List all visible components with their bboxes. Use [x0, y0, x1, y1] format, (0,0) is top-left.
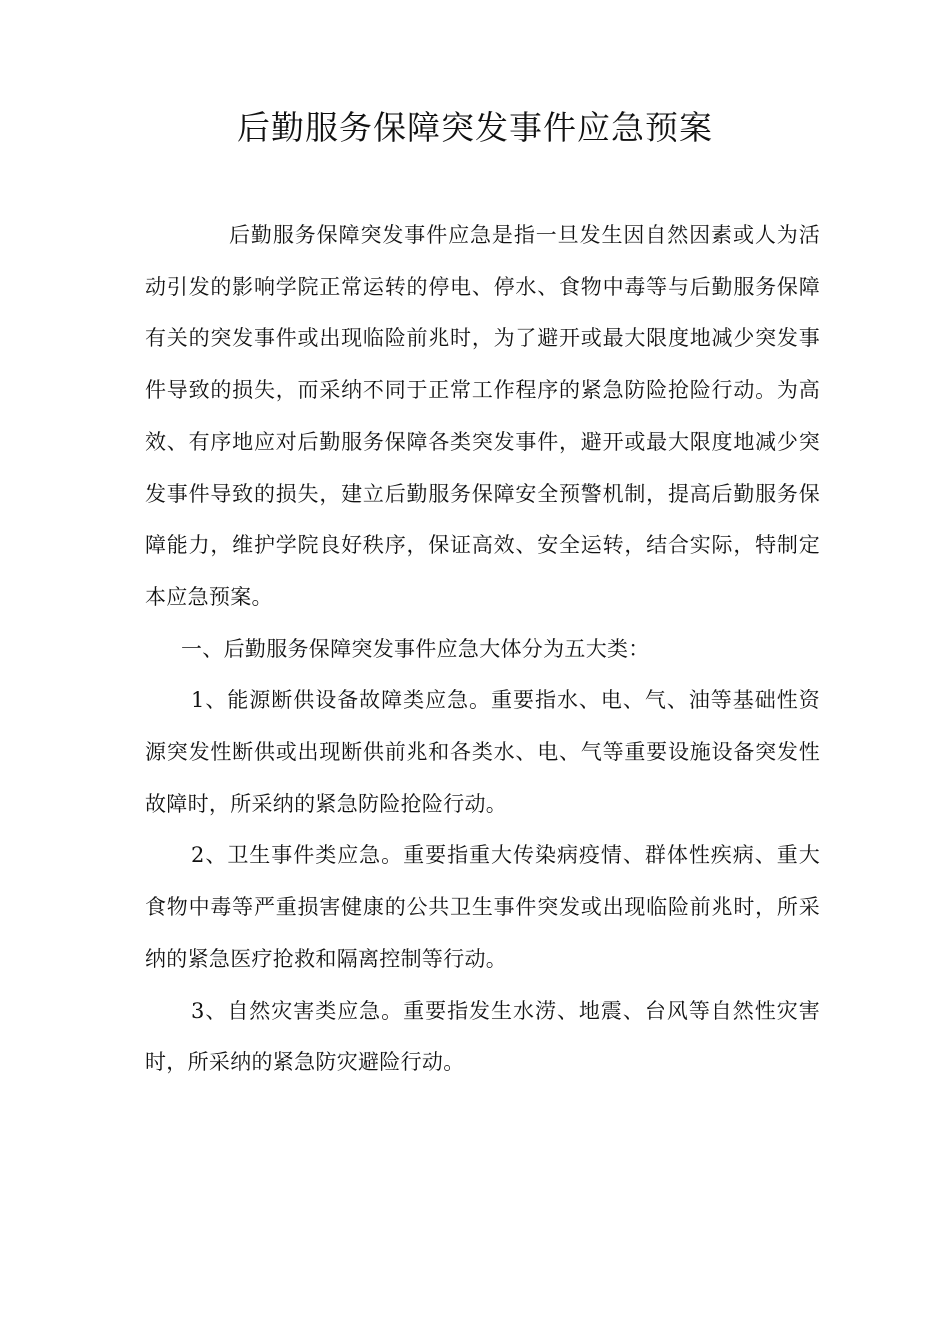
document-title: 后勤服务保障突发事件应急预案	[237, 108, 713, 147]
category-item-3: 3、自然灾害类应急。重要指发生水涝、地震、台风等自然性灾害时，所采纳的紧急防灾避险行动。	[145, 998, 820, 1075]
intro-paragraph: 后勤服务保障突发事件应急是指一旦发生因自然因素或人为活动引发的影响学院正常运转的停电、停水、食物中毒等与后勤服务保障有关的突发事件或出现临险前兆时，为了避开或最大限度地减少突发事件导致的损失，而采纳不同于正常工作程序的紧急防险抢险行动。为高效、有序地应对后勤服务保障各类突发事件，避开或最大限度地减少突发事件导致的损失，建立后勤服务保障安全预警机制，提高后勤服务保障能力，维护学院良好秩序，保证高效、安全运转，结合实际，特制定本应急预案。	[145, 223, 820, 609]
section-heading-1: 一、后勤服务保障突发事件应急大体分为五大类：	[181, 636, 650, 661]
document-body	[145, 210, 820, 1089]
category-item-1: 1、能源断供设备故障类应急。重要指水、电、气、油等基础性资源突发性断供或出现断供前兆和各类水、电、气等重要设施设备突发性故障时，所采纳的紧急防险抢险行动。	[145, 688, 820, 816]
category-item-2: 2、卫生事件类应急。重要指重大传染病疫情、群体性疾病、重大食物中毒等严重损害健康的公共卫生事件突发或出现临险前兆时，所采纳的紧急医疗抢救和隔离控制等行动。	[145, 843, 820, 971]
